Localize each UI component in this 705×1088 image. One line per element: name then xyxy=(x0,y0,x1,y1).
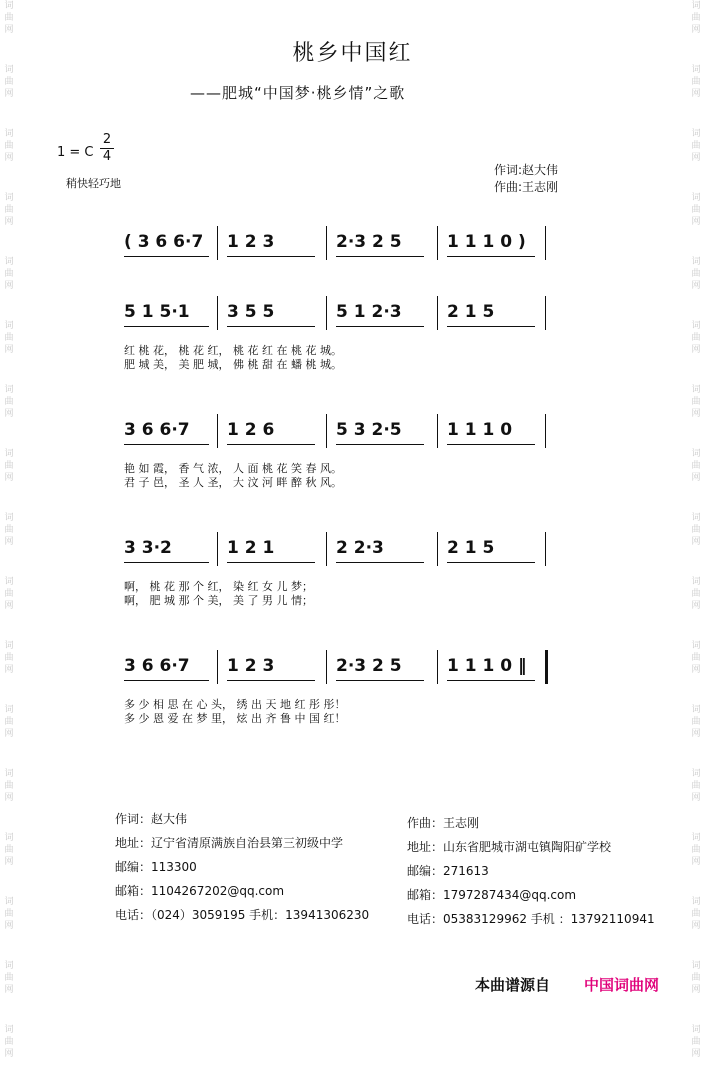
beam-underline xyxy=(336,326,424,327)
watermark-char: 网 xyxy=(691,153,701,163)
watermark-gap xyxy=(2,932,16,960)
watermark-char: 曲 xyxy=(691,717,701,727)
barline xyxy=(545,650,548,684)
beam-underline xyxy=(124,326,209,327)
watermark-char: 网 xyxy=(4,793,14,803)
watermark-char: 网 xyxy=(4,729,14,739)
watermark-char: 词 xyxy=(4,321,14,331)
lyric-line: 啊， 桃 花 那 个 红， 染 红 女 儿 梦； xyxy=(124,580,313,593)
watermark-char: 曲 xyxy=(691,205,701,215)
beam-underline xyxy=(124,562,209,563)
watermark-char: 词 xyxy=(691,961,701,971)
watermark-char: 词 xyxy=(4,385,14,395)
barline xyxy=(437,650,438,684)
measure-notes: 2·3 2 5 xyxy=(336,656,402,676)
time-denominator: 4 xyxy=(102,149,112,164)
watermark-char: 曲 xyxy=(691,909,701,919)
watermark-gap xyxy=(2,996,16,1024)
left-phone: 电话：（024）3059195 手机：13941306230 xyxy=(115,908,370,922)
watermark-char: 网 xyxy=(4,473,14,483)
watermark-char: 词 xyxy=(691,193,701,203)
source-site-link[interactable]: 中国词曲网 xyxy=(584,976,660,994)
watermark-char: 词 xyxy=(691,65,701,75)
beam-underline xyxy=(227,444,315,445)
measure-notes: 1 2 3 xyxy=(227,656,275,676)
watermark-char: 曲 xyxy=(4,141,14,151)
watermark-char: 网 xyxy=(691,985,701,995)
barline xyxy=(326,532,327,566)
measure-notes: 3 5 5 xyxy=(227,302,275,322)
beam-underline xyxy=(227,562,315,563)
score-row xyxy=(0,656,705,746)
barline xyxy=(326,226,327,260)
watermark-char: 网 xyxy=(4,1049,14,1059)
watermark-char: 网 xyxy=(691,793,701,803)
watermark-gap xyxy=(2,100,16,128)
watermark-char: 词 xyxy=(4,769,14,779)
barline xyxy=(545,532,546,566)
watermark-char: 曲 xyxy=(4,845,14,855)
beam-underline xyxy=(447,680,535,681)
watermark-char: 词 xyxy=(4,705,14,715)
beam-underline xyxy=(447,326,535,327)
barline xyxy=(545,414,546,448)
watermark-char: 曲 xyxy=(4,781,14,791)
beam-underline xyxy=(336,256,424,257)
watermark-char: 网 xyxy=(4,153,14,163)
score-row xyxy=(0,420,705,510)
left-address: 地址：辽宁省清原满族自治县第三初级中学 xyxy=(115,836,344,850)
measure-notes: 1 2 3 xyxy=(227,232,275,252)
watermark-char: 曲 xyxy=(4,269,14,279)
beam-underline xyxy=(336,444,424,445)
watermark-char: 网 xyxy=(691,1049,701,1059)
watermark-gap xyxy=(2,164,16,192)
watermark-char: 网 xyxy=(691,537,701,547)
measure-notes: 1 1 1 0 ‖ xyxy=(447,656,527,676)
barline xyxy=(217,226,218,260)
watermark-char: 词 xyxy=(691,769,701,779)
watermark-gap xyxy=(689,868,703,896)
right-zip: 邮编：271613 xyxy=(407,864,489,878)
watermark-char: 曲 xyxy=(4,333,14,343)
measure-notes: 2 2·3 xyxy=(336,538,384,558)
lyric-line: 艳 如 霞， 香 气 浓， 人 面 桃 花 笑 春 风。 xyxy=(124,462,342,475)
watermark-char: 词 xyxy=(4,65,14,75)
watermark-char: 词 xyxy=(691,705,701,715)
watermark-char: 曲 xyxy=(4,77,14,87)
watermark-char: 词 xyxy=(4,1025,14,1035)
measure-notes: 1 2 6 xyxy=(227,420,275,440)
watermark-char: 曲 xyxy=(691,333,701,343)
beam-underline xyxy=(227,326,315,327)
watermark-char: 词 xyxy=(691,1025,701,1035)
measure-notes: 1 1 1 0 xyxy=(447,420,513,440)
watermark-char: 网 xyxy=(691,665,701,675)
barline xyxy=(326,650,327,684)
watermark-char: 词 xyxy=(691,1,701,11)
measure-notes: 2 1 5 xyxy=(447,538,495,558)
watermark-char: 词 xyxy=(4,193,14,203)
right-phone: 电话：05383129962 手机 ：13792110941 xyxy=(407,912,655,926)
watermark-gap xyxy=(2,1060,16,1088)
source-prefix: 本曲谱源自 xyxy=(475,976,551,994)
watermark-char: 曲 xyxy=(691,13,701,23)
lyric-line: 红 桃 花， 桃 花 红， 桃 花 红 在 桃 花 城。 xyxy=(124,344,342,357)
lyric-line: 多 少 恩 爱 在 梦 里， 炫 出 齐 鲁 中 国 红！ xyxy=(124,712,346,725)
watermark-char: 曲 xyxy=(691,525,701,535)
measure-notes: 3 6 6·7 xyxy=(124,656,190,676)
watermark-char: 词 xyxy=(4,1,14,11)
watermark-char: 曲 xyxy=(691,653,701,663)
tempo-marking: 稍快轻巧地 xyxy=(66,177,121,190)
measure-notes: 3 3·2 xyxy=(124,538,172,558)
watermark-char: 网 xyxy=(691,345,701,355)
watermark-char: 词 xyxy=(4,257,14,267)
beam-underline xyxy=(336,680,424,681)
measure-notes: ( 3 6 6·7 xyxy=(124,232,204,252)
barline xyxy=(217,650,218,684)
beam-underline xyxy=(447,562,535,563)
right-email: 邮箱：1797287434@qq.com xyxy=(407,888,577,902)
watermark-char: 曲 xyxy=(4,653,14,663)
watermark-char: 词 xyxy=(691,257,701,267)
watermark-char: 网 xyxy=(691,217,701,227)
watermark-char: 词 xyxy=(691,449,701,459)
watermark-char: 网 xyxy=(4,281,14,291)
watermark-char: 网 xyxy=(691,857,701,867)
watermark-char: 词 xyxy=(691,577,701,587)
beam-underline xyxy=(124,444,209,445)
watermark-gap xyxy=(689,932,703,960)
measure-notes: 5 1 2·3 xyxy=(336,302,402,322)
watermark-char: 曲 xyxy=(691,589,701,599)
watermark-char: 曲 xyxy=(691,77,701,87)
left-email: 邮箱：1104267202@qq.com xyxy=(115,884,285,898)
watermark-char: 网 xyxy=(691,729,701,739)
watermark-gap xyxy=(689,100,703,128)
watermark-char: 网 xyxy=(691,89,701,99)
score-row xyxy=(0,538,705,628)
watermark-char: 曲 xyxy=(691,397,701,407)
watermark-char: 曲 xyxy=(4,525,14,535)
barline xyxy=(217,532,218,566)
watermark-char: 网 xyxy=(4,537,14,547)
watermark-char: 曲 xyxy=(4,973,14,983)
watermark-gap xyxy=(689,164,703,192)
right-composer: 作曲：王志刚 xyxy=(407,816,480,830)
lyric-line: 啊， 肥 城 那 个 美， 美 了 男 儿 情； xyxy=(124,594,313,607)
barline xyxy=(437,226,438,260)
watermark-char: 词 xyxy=(691,641,701,651)
watermark-char: 词 xyxy=(691,897,701,907)
measure-notes: 3 6 6·7 xyxy=(124,420,190,440)
watermark-gap xyxy=(689,804,703,832)
measure-notes: 2·3 2 5 xyxy=(336,232,402,252)
watermark-char: 曲 xyxy=(691,1037,701,1047)
lyricist-credit: 作词:赵大伟 xyxy=(494,163,559,177)
watermark-char: 网 xyxy=(691,409,701,419)
watermark-char: 曲 xyxy=(4,909,14,919)
watermark-char: 曲 xyxy=(691,973,701,983)
watermark-gap xyxy=(2,868,16,896)
watermark-char: 曲 xyxy=(691,781,701,791)
watermark-char: 曲 xyxy=(691,845,701,855)
watermark-char: 词 xyxy=(4,129,14,139)
watermark-gap xyxy=(689,1060,703,1088)
time-numerator: 2 xyxy=(100,132,114,149)
key-signature: 1 = C xyxy=(57,145,94,160)
watermark-char: 网 xyxy=(4,665,14,675)
watermark-char: 网 xyxy=(4,985,14,995)
watermark-char: 网 xyxy=(4,921,14,931)
beam-underline xyxy=(227,680,315,681)
barline xyxy=(545,226,546,260)
watermark-char: 网 xyxy=(691,25,701,35)
watermark-char: 曲 xyxy=(4,461,14,471)
barline xyxy=(437,414,438,448)
watermark-char: 网 xyxy=(4,345,14,355)
watermark-char: 网 xyxy=(4,409,14,419)
watermark-right xyxy=(689,0,703,1059)
measure-notes: 1 1 1 0 ) xyxy=(447,232,526,252)
beam-underline xyxy=(124,680,209,681)
measure-notes: 2 1 5 xyxy=(447,302,495,322)
time-signature xyxy=(100,132,114,165)
watermark-left xyxy=(2,0,16,1059)
watermark-char: 词 xyxy=(4,513,14,523)
watermark-char: 曲 xyxy=(691,461,701,471)
barline xyxy=(326,296,327,330)
lyric-line: 多 少 相 思 在 心 头， 绣 出 天 地 红 彤 彤！ xyxy=(124,698,346,711)
watermark-char: 网 xyxy=(691,473,701,483)
watermark-char: 词 xyxy=(4,961,14,971)
measure-notes: 5 3 2·5 xyxy=(336,420,402,440)
watermark-char: 曲 xyxy=(691,269,701,279)
barline xyxy=(437,532,438,566)
measure-notes: 5 1 5·1 xyxy=(124,302,190,322)
watermark-char: 网 xyxy=(4,601,14,611)
watermark-char: 曲 xyxy=(4,1037,14,1047)
watermark-char: 网 xyxy=(4,217,14,227)
watermark-char: 曲 xyxy=(691,141,701,151)
watermark-char: 词 xyxy=(4,897,14,907)
watermark-char: 曲 xyxy=(4,589,14,599)
watermark-char: 词 xyxy=(691,321,701,331)
right-address: 地址：山东省肥城市湖屯镇陶阳矿学校 xyxy=(407,840,612,854)
watermark-char: 网 xyxy=(691,281,701,291)
barline xyxy=(217,414,218,448)
beam-underline xyxy=(447,256,535,257)
left-lyricist: 作词：赵大伟 xyxy=(115,812,188,826)
beam-underline xyxy=(124,256,209,257)
barline xyxy=(545,296,546,330)
song-title: 桃乡中国红 xyxy=(292,41,413,66)
score-row xyxy=(0,302,705,392)
measure-notes: 1 2 1 xyxy=(227,538,275,558)
watermark-char: 网 xyxy=(691,921,701,931)
watermark-gap xyxy=(689,996,703,1024)
watermark-char: 网 xyxy=(4,857,14,867)
beam-underline xyxy=(447,444,535,445)
watermark-char: 曲 xyxy=(4,397,14,407)
composer-credit: 作曲:王志刚 xyxy=(494,180,559,194)
watermark-char: 词 xyxy=(4,449,14,459)
lyric-line: 君 子 邑， 圣 人 圣， 大 汶 河 畔 醉 秋 风。 xyxy=(124,476,342,489)
barline xyxy=(326,414,327,448)
watermark-char: 曲 xyxy=(4,13,14,23)
song-subtitle: ——肥城“中国梦·桃乡情”之歌 xyxy=(190,84,406,102)
watermark-char: 词 xyxy=(4,577,14,587)
watermark-char: 网 xyxy=(691,601,701,611)
watermark-char: 词 xyxy=(691,385,701,395)
watermark-char: 词 xyxy=(691,513,701,523)
watermark-char: 词 xyxy=(691,833,701,843)
left-zip: 邮编：113300 xyxy=(115,860,197,874)
beam-underline xyxy=(336,562,424,563)
watermark-char: 曲 xyxy=(4,717,14,727)
watermark-char: 网 xyxy=(4,89,14,99)
watermark-char: 曲 xyxy=(4,205,14,215)
watermark-char: 词 xyxy=(4,641,14,651)
watermark-char: 词 xyxy=(4,833,14,843)
beam-underline xyxy=(227,256,315,257)
barline xyxy=(217,296,218,330)
lyric-line: 肥 城 美， 美 肥 城， 佛 桃 甜 在 蟠 桃 城。 xyxy=(124,358,342,371)
watermark-char: 网 xyxy=(4,25,14,35)
watermark-gap xyxy=(2,804,16,832)
barline xyxy=(437,296,438,330)
watermark-char: 词 xyxy=(691,129,701,139)
